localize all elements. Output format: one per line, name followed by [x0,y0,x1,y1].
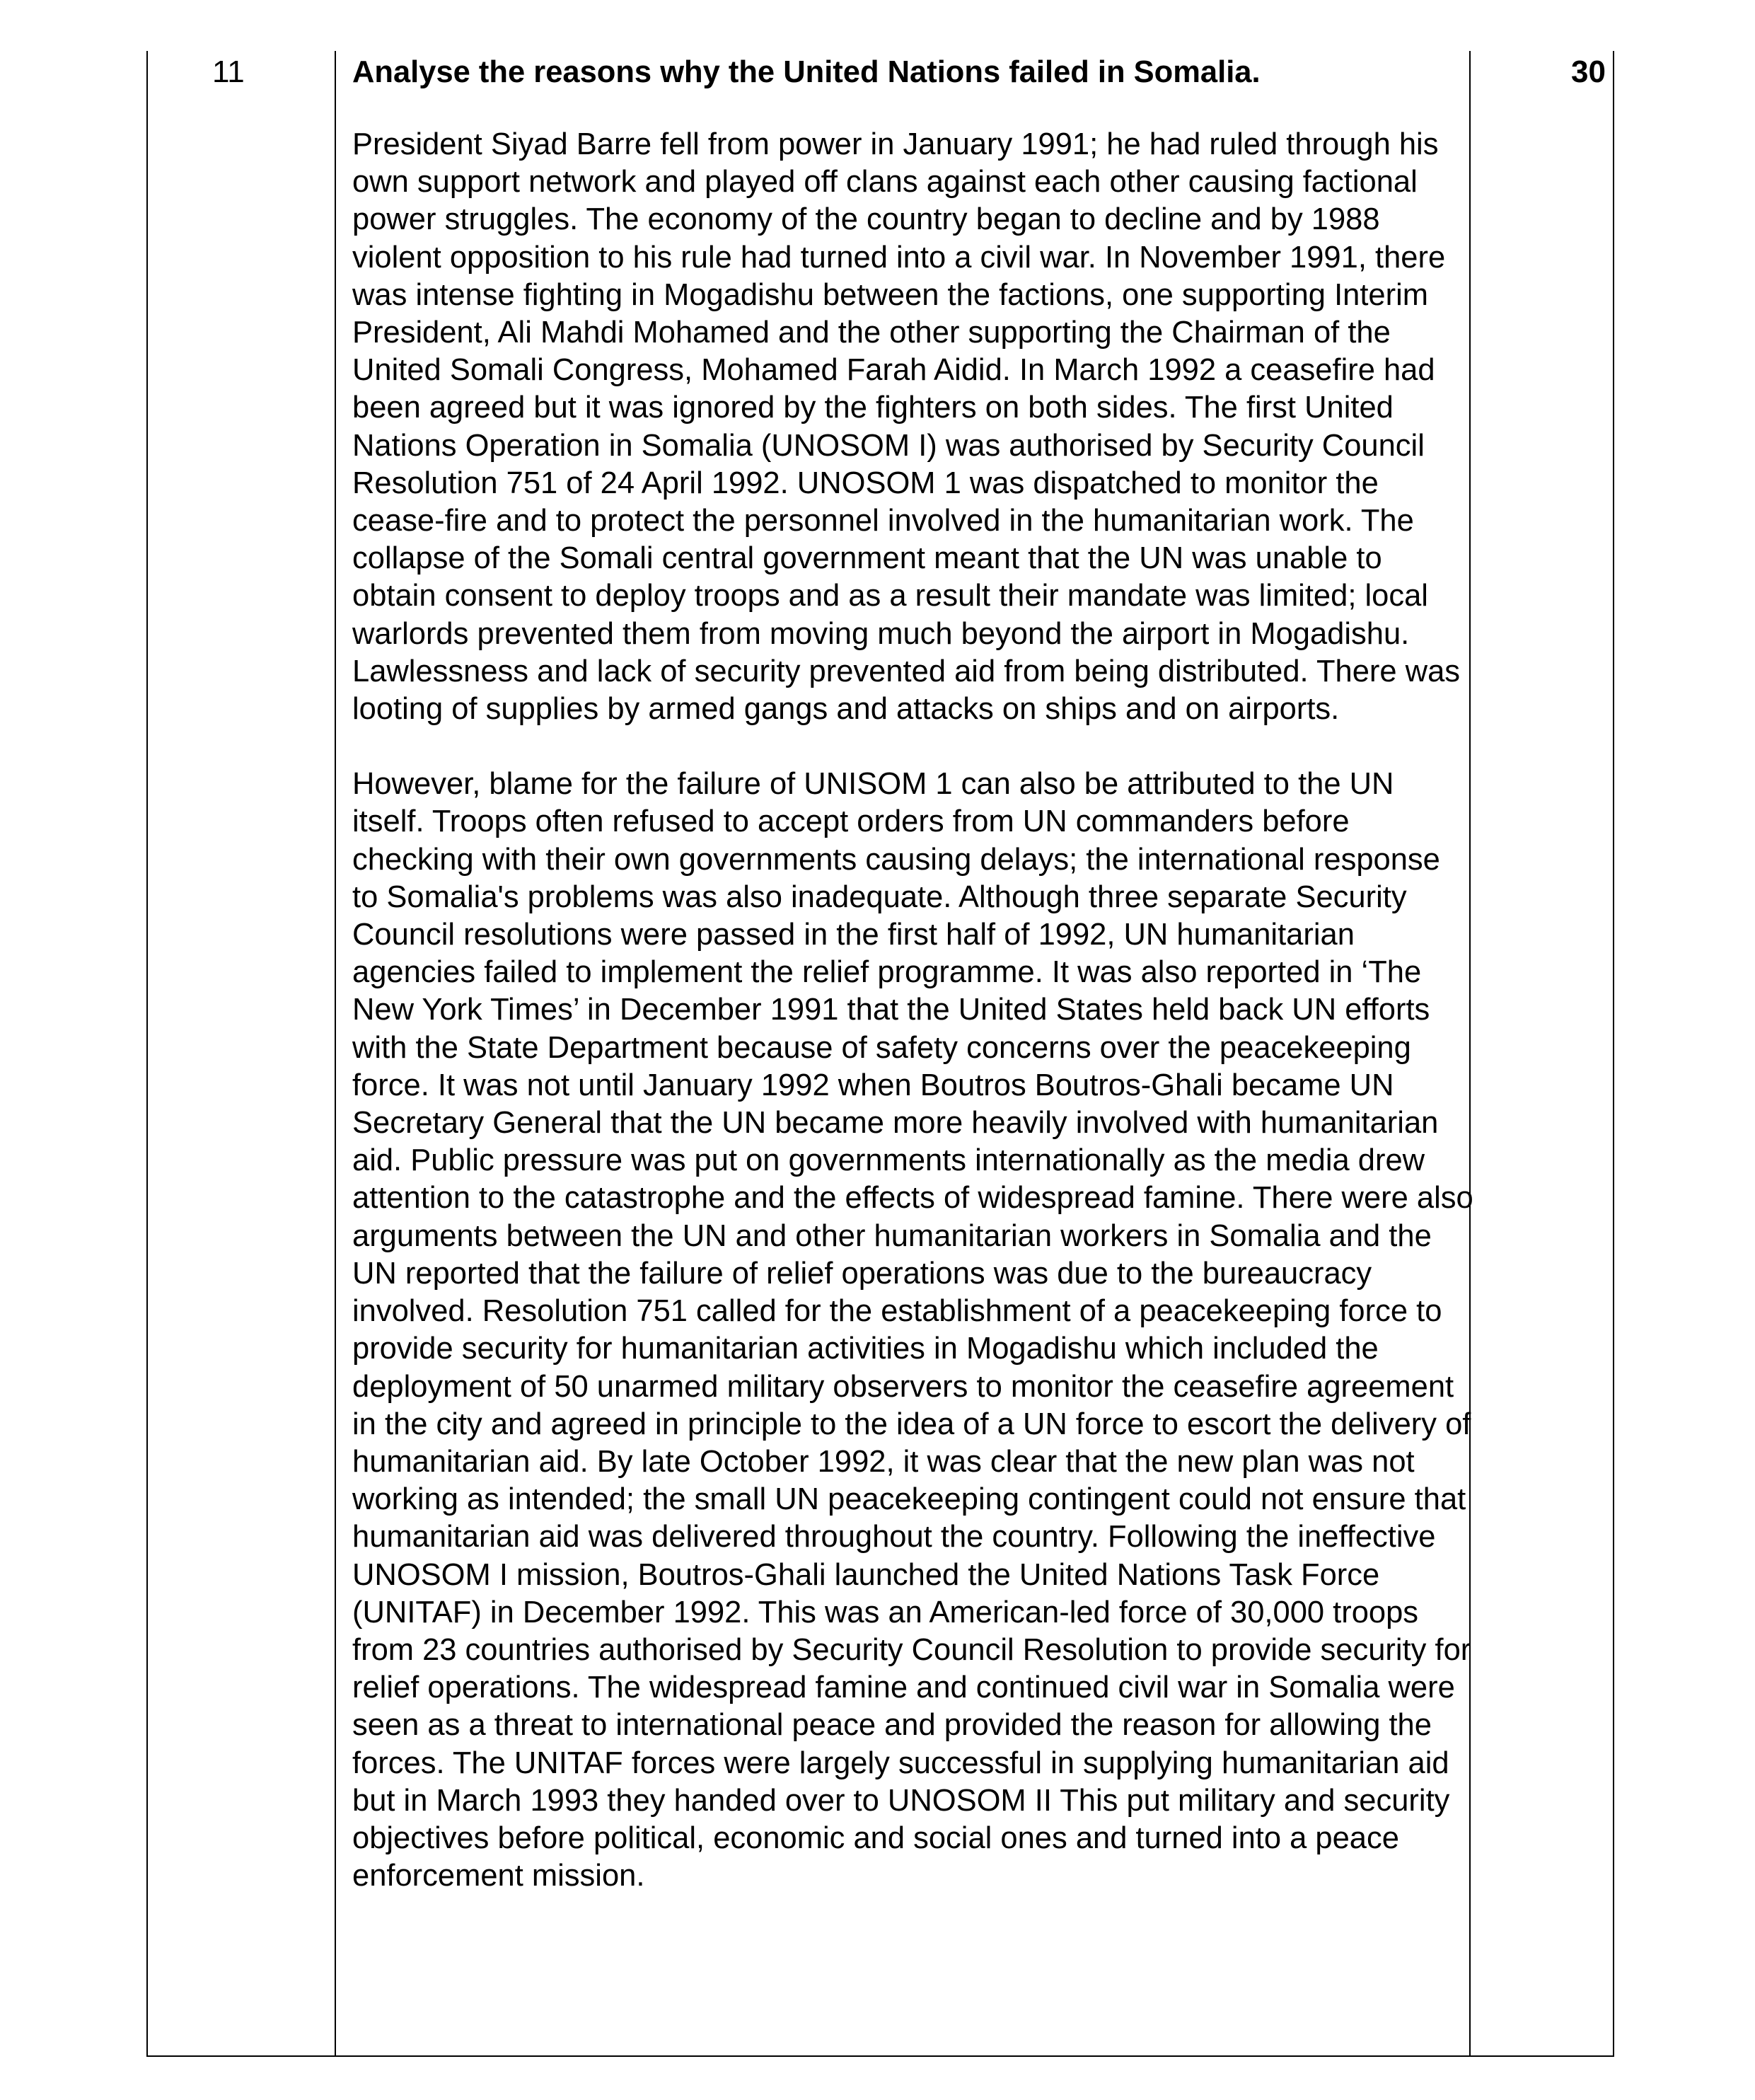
question-marks: 30 [1571,54,1606,89]
answer-cell [352,51,1474,1932]
column-divider-1 [335,51,336,2057]
answer-paragraph-1: President Siyad Barre fell from power in January 1991; he had ruled through his own support network and played off clans against each other causing factional power struggles. The economy of the country began to decline and by 1988 violent opposition to his rule had turned into a civil war. In November 1991, there was intense fighting in Mogadishu between the factions, one supporting Interim President, Ali Mahdi Mohamed and the other supporting the Chairman of the United Somali Congress, Mohamed Farah Aidid. In March 1992 a ceasefire had been agreed but it was ignored by the fighters on both sides. The first United Nations Operation in Somalia (UNOSOM I) was authorised by Security Council Resolution 751 of 24 April 1992. UNOSOM 1 was dispatched to monitor the cease-fire and to protect the personnel involved in the humanitarian work. The collapse of the Somali central government meant that the UN was unable to obtain consent to deploy troops and as a result their mandate was limited; local warlords prevented them from moving much beyond the airport in Mogadishu. Lawlessness and lack of security prevented aid from being distributed. There was looting of supplies by armed gangs and attacks on ships and on airports. [352,127,1461,727]
table-border-right [1613,51,1614,2057]
question-number: 11 [212,54,245,89]
question-text: Analyse the reasons why the United Nations failed in Somalia. [352,55,1261,89]
table-border-left [146,51,148,2057]
answer-paragraph-2: However, blame for the failure of UNISOM 1 can also be attributed to the UN itself. Troops often refused to accept orders from UN commanders before checking with their own governments causing delays; the international response to Somalia's problems was also inadequate. Although three separate Security Council resolutions were passed in the first half of 1992, UN humanitarian agencies failed to implement the relief programme. It was also reported in ‘The New York Times’ in December 1991 that the United States held back UN efforts with the State Department because of safety concerns over the peacekeeping force. It was not until January 1992 when Boutros Boutros-Ghali became UN Secretary General that the UN became more heavily involved with humanitarian aid. Public pressure was put on governments internationally as the media drew attention to the catastrophe and the effects of widespread famine. There were also arguments between the UN and other humanitarian workers in Somalia and the UN reported that the failure of relief operations was due to the bureaucracy involved. Resolution 751 called for the establishment of a peacekeeping force to provide security for humanitarian activities in Mogadishu which included the deployment of 50 unarmed military observers to monitor the ceasefire agreement in the city and agreed in principle to the idea of a UN force to escort the delivery of humanitarian aid. By late October 1992, it was clear that the new plan was not working as intended; the small UN peacekeeping contingent could not ensure that humanitarian aid was delivered throughout the country. Following the ineffective UNOSOM I mission, Boutros-Ghali launched the United Nations Task Force (UNITAF) in December 1992. This was an American-led force of 30,000 troops from 23 countries authorised by Security Council Resolution to provide security for relief operations. The widespread famine and continued civil war in Somalia were seen as a threat to international peace and provided the reason for allowing the forces. The UNITAF forces were largely successful in supplying humanitarian aid but in March 1993 they handed over to UNOSOM II This put military and security objectives before political, economic and social ones and turned into a peace enforcement mission. [352,767,1473,1893]
table-border-bottom [146,2055,1614,2057]
